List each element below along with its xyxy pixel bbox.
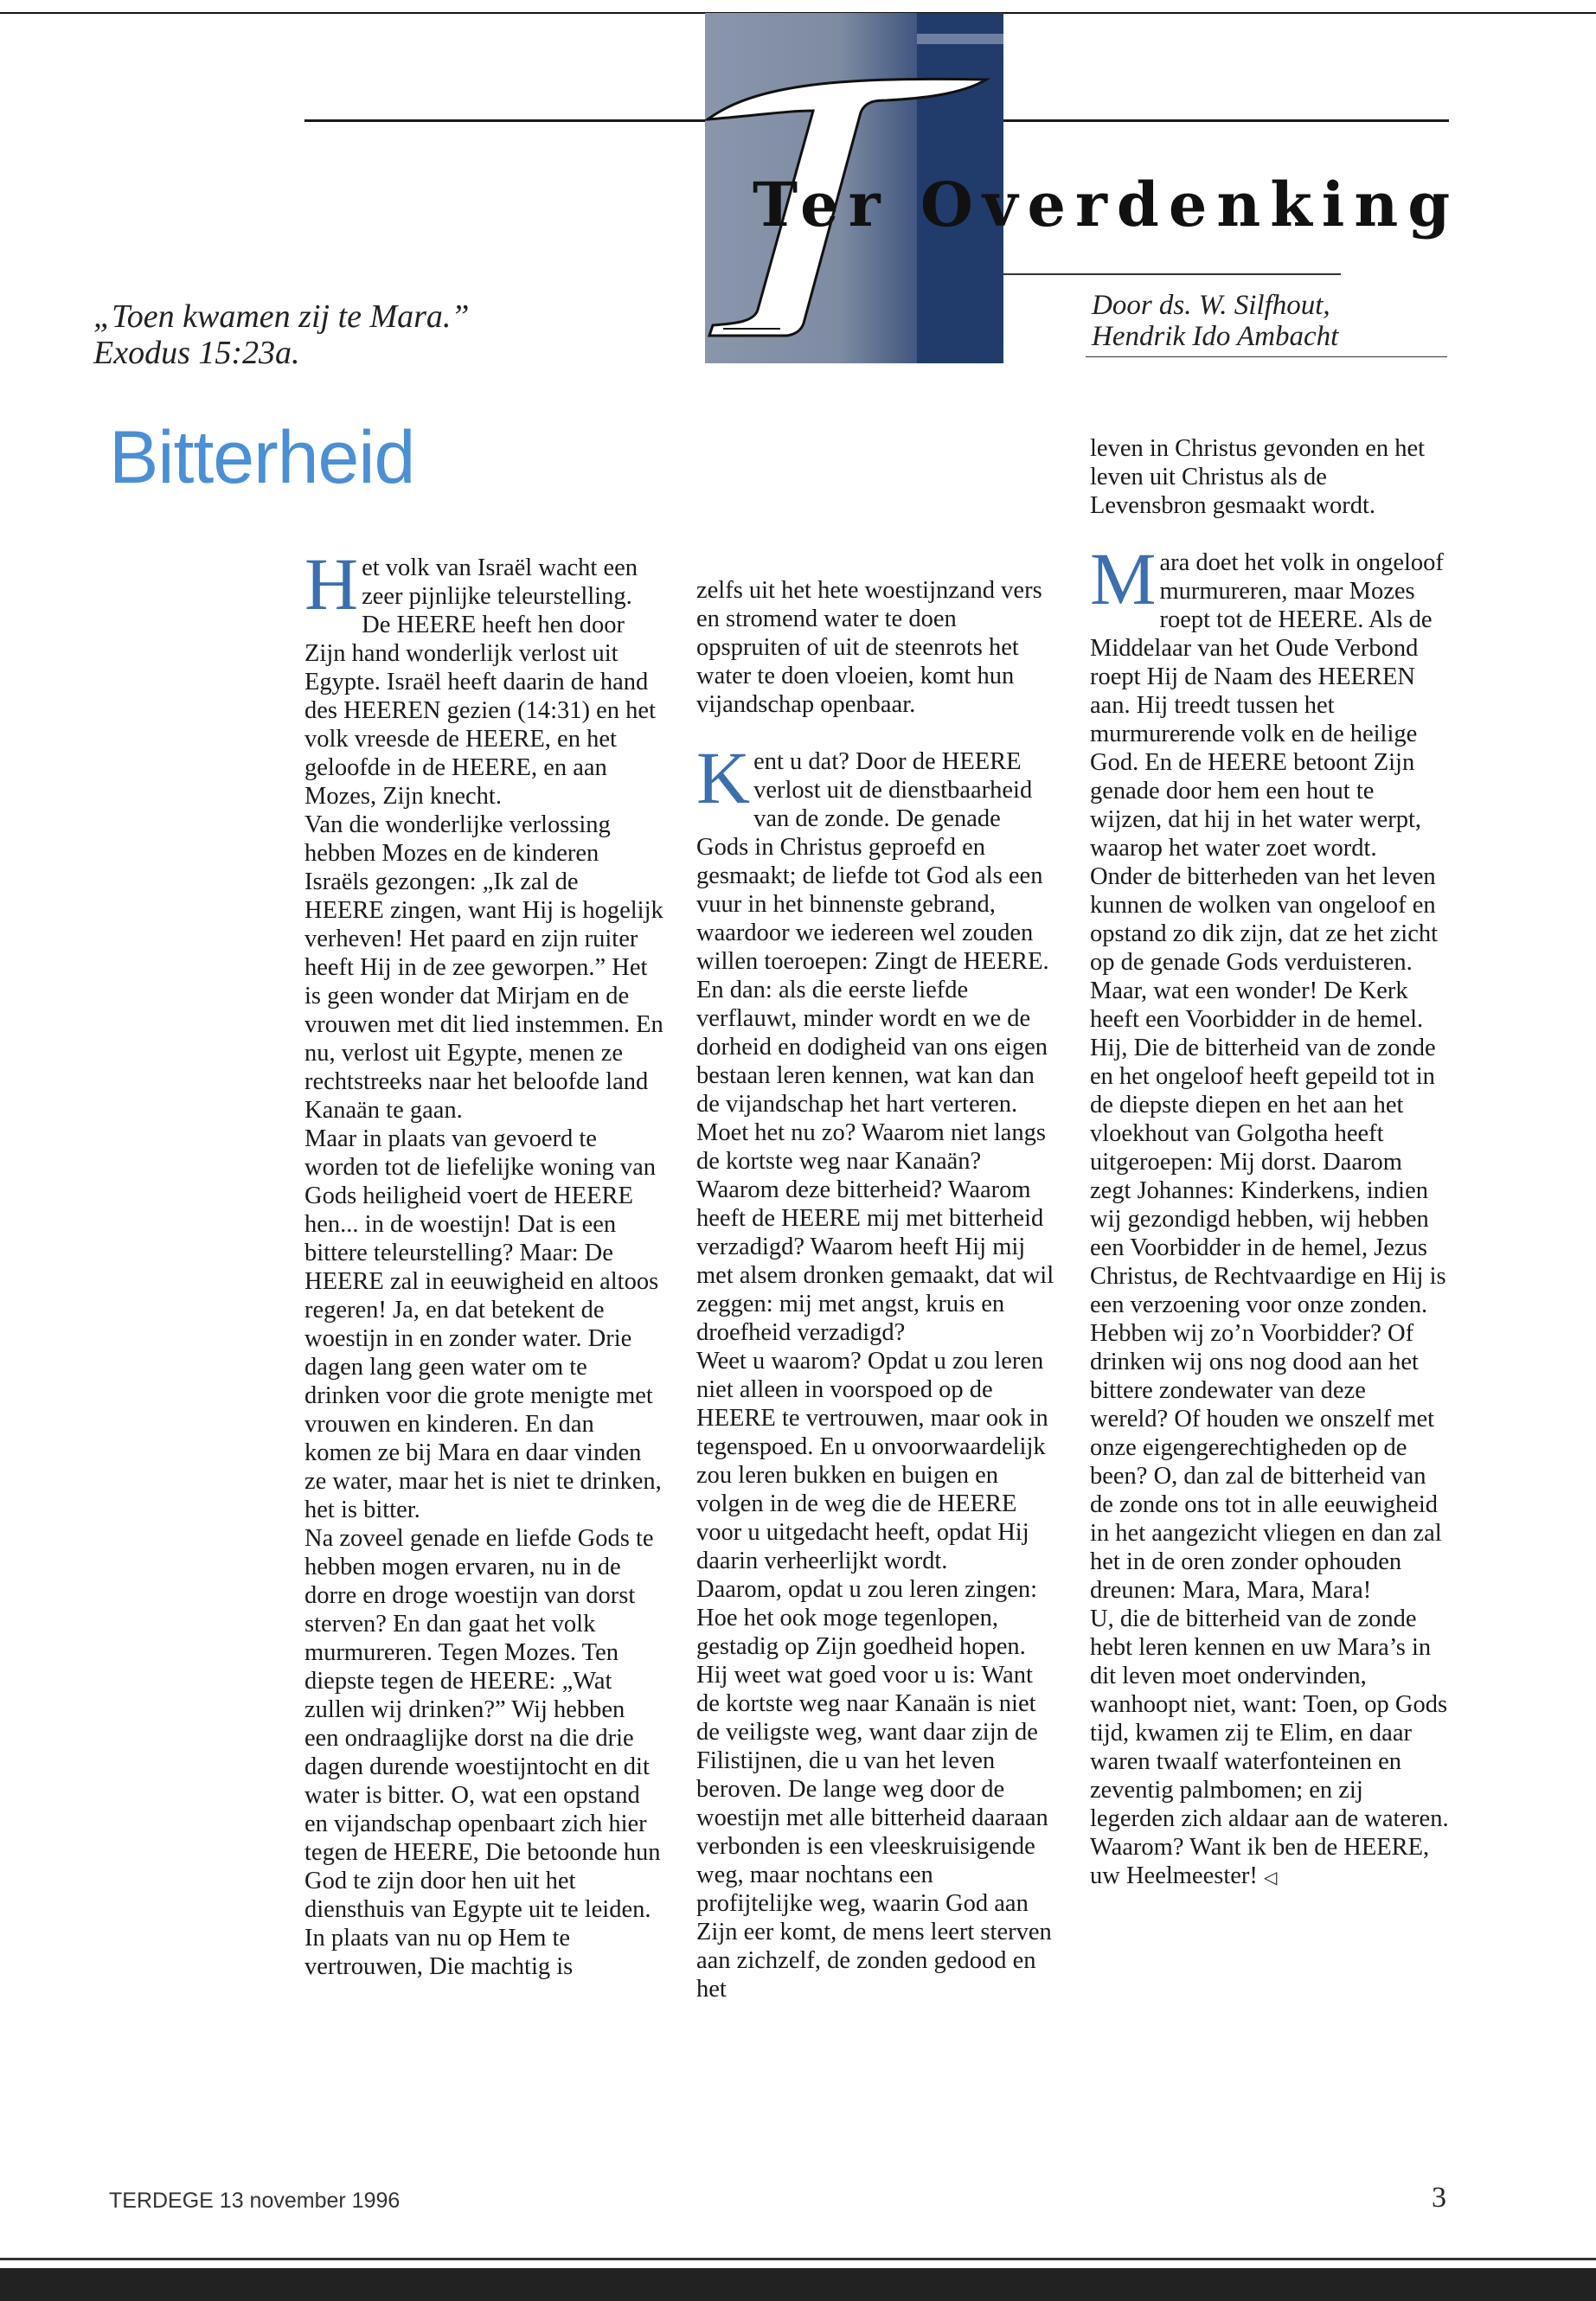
scripture-quote	[93, 298, 470, 371]
paragraph: zelfs uit het hete woestijnzand vers en stromend water te doen opspruiten of uit de steenrots het water te doen vloeien, komt hun vijandschap openbaar.	[696, 577, 1042, 718]
footer-publication: TERDEGE 13 november 1996	[109, 2189, 401, 2213]
article-column-3	[1090, 434, 1449, 1893]
paragraph: Van die wonderlijke verlossing hebben Mozes en de kinderen Israëls gezongen: „Ik zal de HEERE zingen, want Hij is hogelijk verheven! Het paard en zijn ruiter heeft Hij in de zee geworpen.” Het is geen wonder dat Mirjam en de vrouwen met dit lied instemmen. En nu, verlost uit Egypte, menen ze rechtstreeks naar het beloofde land Kanaän te gaan.	[304, 811, 663, 1124]
article-column-1	[304, 542, 663, 1981]
paragraph: Maar in plaats van gevoerd te worden tot de liefelijke woning van Gods heiligheid voert de HEERE hen... in de woestijn! Dat is een bittere teleurstelling? Maar: De HEERE zal in eeuwigheid en altoos regeren! Ja, en dat betekent de woestijn in en zonder water. Drie dagen lang geen water om te drinken voor die grote menigte met vrouwen en kinderen. En dan komen ze bij Mara en daar vinden ze water, maar het is niet te drinken, het is bitter.	[304, 1125, 662, 1523]
paragraph: Maar, wat een wonder! De Kerk heeft een Voorbidder in de hemel. Hij, Die de bitterheid van de zonde en het ongeloof heeft gepeild tot in de diepste diepen en het aan het vloekhout van Golgotha heeft uitgeroepen: Mij dorst. Daarom zegt Johannes: Kinderkens, indien wij gezondigd hebben, wij hebben een Voorbidder in de hemel, Jezus Christus, de Rechtvaardige en Hij is een verzoening voor onze zonden. Hebben wij zo’n Voorbidder? Of drinken wij ons nog dood aan het bittere zondewater van deze wereld? Of houden we onszelf met onze eigengerechtigheden op de been? O, dan zal de bitterheid van de zonde ons tot in alle eeuwigheid in het aangezicht vliegen en dan zal het in de oren zonder ophouden dreunen: Mara, Mara, Mara!	[1090, 977, 1446, 1604]
paragraph	[696, 736, 1055, 1347]
bottom-border	[0, 2268, 1596, 2301]
paragraph: Onder de bitterheden van het leven kunnen de wolken van ongeloof en opstand zo dik zijn, dat ze het zicht op de genade Gods verduisteren.	[1090, 863, 1439, 976]
header-graphic-accent	[917, 34, 1003, 44]
paragraph-text: ara doet het volk in ongeloof murmureren, maar Mozes roept tot de HEERE. Als de Middelaar van het Oude Verbond roept Hij de Naam des HEEREN aan. Hij treedt tussen het murmurerende volk en de heilige God. En de HEERE betoont Zijn genade door hem een hout te wijzen, dat hij in het water werpt, waarop het water zoet wordt.	[1090, 549, 1444, 862]
paragraph-text: ent u dat? Door de HEERE verlost uit de dienstbaarheid van de zonde. De genade Gods in Christus geproefd en gesmaakt; de liefde tot God als een vuur in het binnenste gebrand, waardoor we iedereen wel zouden willen toeroepen: Zingt de HEERE. En dan: als die eerste liefde verflauwt, minder wordt en we de dorheid en dodigheid van ons eigen bestaan leren kennen, wat kan dan de vijandschap het hart verteren. Moet het nu zo? Waarom niet langs de kortste weg naar Kanaän? Waarom deze bitterheid? Waarom heeft de HEERE mij met bitterheid verzadigd? Waarom heeft Hij mij met alsem dronken gemaakt, dat wil zeggen: mij met angst, kruis en droefheid verzadigd?	[696, 748, 1054, 1346]
section-title: Ter Overdenking	[753, 169, 1460, 240]
paragraph: Daarom, opdat u zou leren zingen: Hoe het ook moge tegenlopen, gestadig op Zijn goedheid hopen. Hij weet wat goed voor u is: Want de kortste weg naar Kanaän is niet de veiligste weg, want daar zijn de Filistijnen, die u van het leven beroven. De lange weg door de woestijn met alle bitterheid daaraan verbonden is een vleeskruisigende weg, maar nochtans een profijtelijke weg, waarin God aan Zijn eer komt, de mens leert sterven aan zichzelf, de zonden gedood en het	[696, 1576, 1052, 2003]
bottom-rule	[0, 2258, 1596, 2260]
end-mark-icon: ◁	[1264, 1868, 1278, 1888]
paragraph-gap	[696, 719, 1055, 747]
drop-cap: M	[1090, 537, 1157, 620]
paragraph	[304, 542, 663, 811]
page-number: 3	[1432, 2182, 1446, 2214]
quote-reference: Exodus 15:23a.	[93, 335, 300, 371]
article-column-2	[696, 576, 1055, 2003]
quote-text: „Toen kwamen zij te Mara.”	[93, 298, 470, 335]
paragraph: leven in Christus gevonden en het leven uit Christus als de Levensbron gesmaakt wordt.	[1090, 435, 1426, 519]
paragraph-text: U, die de bitterheid van de zonde hebt leren kennen en uw Mara’s in dit leven moet ondervinden, wanhoopt niet, want: Toen, op Gods tijd, kwamen zij te Elim, en daar waren twaalf waterfonteinen en zeventig palmbomen; en zij legerden zich aldaar aan de wateren. Waarom? Want ik ben de HEERE, uw Heelmeester!	[1090, 1606, 1449, 1889]
article-headline: Bitterheid	[109, 416, 415, 499]
paragraph: Na zoveel genade en liefde Gods te hebben mogen ervaren, nu in de dorre en droge woestijn van dorst sterven? En dan gaat het volk murmureren. Tegen Mozes. Ten diepste tegen de HEERE: „Wat zullen wij drinken?” Wij hebben een ondraaglijke dorst na die drie dagen durende woestijntocht en dit water is bitter. O, wat een opstand en vijandschap openbaart zich hier tegen de HEERE, Die betoonde hun God te zijn door hen uit het diensthuis van Egypte uit te leiden. In plaats van nu op Hem te vertrouwen, Die machtig is	[304, 1525, 661, 1980]
drop-cap: H	[304, 542, 359, 625]
title-underline	[995, 273, 1341, 275]
paragraph: Weet u waarom? Opdat u zou leren niet alleen in voorspoed op de HEERE te vertrouwen, maar ook in tegenspoed. En u onvoorwaardelijk zou leren bukken en buigen en volgen in de weg die de HEERE voor u uitgedacht heeft, opdat Hij daarin verheerlijkt wordt.	[696, 1348, 1048, 1574]
byline	[1092, 290, 1338, 352]
byline-rule	[1086, 356, 1447, 357]
paragraph	[1090, 537, 1449, 862]
byline-place: Hendrik Ido Ambacht	[1092, 321, 1339, 352]
header-rule-left	[304, 119, 707, 122]
paragraph	[1090, 1605, 1449, 1893]
byline-author: Door ds. W. Silfhout,	[1092, 290, 1330, 321]
drop-cap: K	[696, 736, 751, 819]
paragraph-text: et volk van Israël wacht een zeer pijnlijke teleurstelling. De HEERE heeft hen door Zijn hand wonderlijk verlost uit Egypte. Israël heeft daarin de hand des HEEREN gezien (14:31) en het volk vreesde de HEERE, en het geloofde in de HEERE, en aan Mozes, Zijn knecht.	[304, 554, 656, 810]
header-rule-right	[1002, 119, 1449, 122]
